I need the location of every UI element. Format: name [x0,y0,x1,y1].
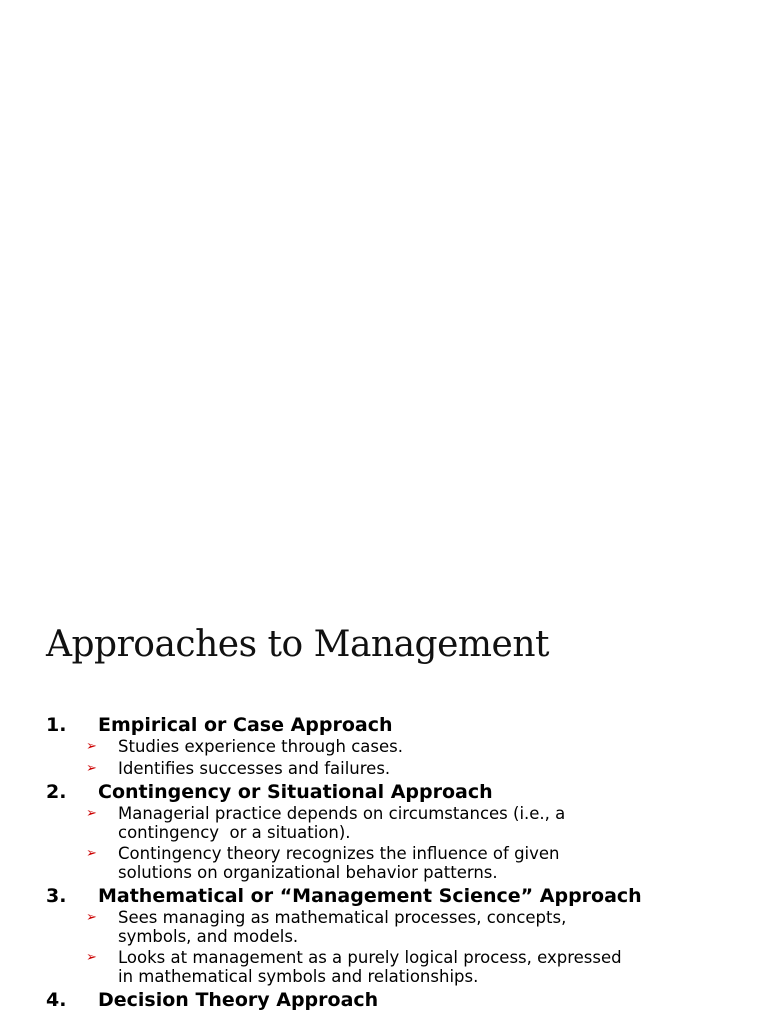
section-title: Empirical or Case Approach [98,714,393,736]
section-heading [46,781,746,805]
bullet-item [46,760,746,779]
section-heading [46,885,746,909]
arrow-bullet-icon: ➢ [86,760,97,776]
section-heading [46,714,746,738]
section-number: 4. [46,989,67,1011]
section-number: 2. [46,781,67,803]
arrow-bullet-icon: ➢ [86,950,97,965]
bullet-list [46,909,746,986]
bullet-list [46,805,746,882]
list-item [46,714,746,778]
list-item [46,989,746,1013]
section-title: Mathematical or “Management Science” Approach [98,885,642,907]
section-title: Decision Theory Approach [98,989,379,1011]
arrow-bullet-icon: ➢ [86,910,97,925]
section-number: 3. [46,885,67,907]
bullet-text: Studies experience through cases. [118,737,403,756]
bullet-text: Identifies successes and failures. [118,758,391,778]
bullet-text: Managerial practice depends on circumstances (i.e., a contingency or a situation). [118,804,566,842]
list-item [46,781,746,882]
arrow-bullet-icon: ➢ [86,806,97,821]
bullet-item [46,738,746,757]
section-number: 1. [46,714,67,736]
bullet-text: Sees managing as mathematical processes, concepts, symbols, and models. [118,908,567,946]
arrow-bullet-icon: ➢ [86,739,97,754]
arrow-bullet-icon: ➢ [86,846,97,861]
bullet-text: Contingency theory recognizes the influence of given solutions on organizational behavior patterns. [118,844,560,882]
slide-title: Approaches to Management [46,624,550,665]
bullet-item [46,909,746,946]
bullet-item [46,845,746,882]
bullet-item [46,949,746,986]
bullet-item [46,805,746,842]
bullet-list [46,738,746,778]
section-heading [46,989,746,1013]
bullet-text: Looks at management as a purely logical process, expressed in mathematical symbols and relationships. [118,948,622,986]
section-title: Contingency or Situational Approach [98,781,493,803]
approaches-list [46,714,746,1013]
list-item [46,885,746,986]
